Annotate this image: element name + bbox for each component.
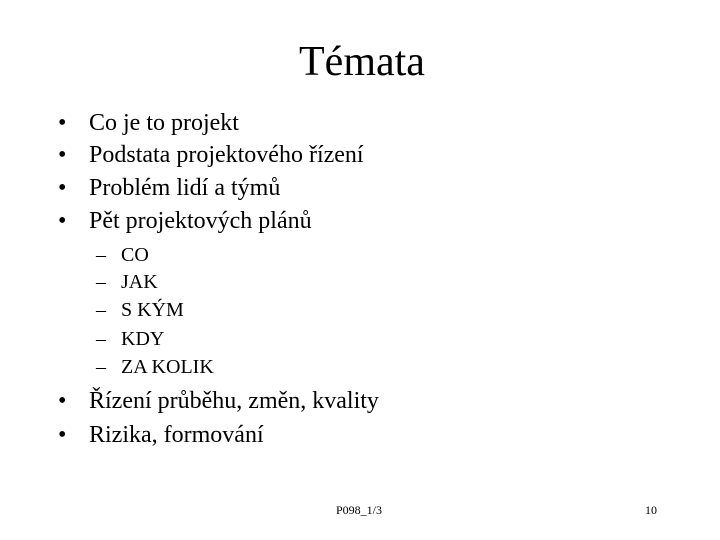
list-item-text: Rizika, formování — [89, 422, 264, 448]
list-item-text: Co je to projekt — [89, 110, 239, 136]
bullet-icon: • — [58, 175, 67, 201]
sub-list-item — [96, 298, 184, 322]
list-item-text: Řízení průběhu, změn, kvality — [89, 388, 379, 414]
dash-icon: – — [96, 271, 106, 293]
dash-icon: – — [96, 328, 106, 350]
sub-list-item-text: KDY — [121, 328, 165, 350]
list-item — [58, 109, 239, 137]
sub-list-item-text: CO — [121, 244, 149, 266]
sub-list-item-text: JAK — [121, 271, 158, 293]
slide-title: Témata — [299, 39, 425, 85]
bullet-icon: • — [58, 110, 67, 136]
list-item-text: Problém lidí a týmů — [89, 175, 281, 201]
sub-list-item — [96, 327, 165, 351]
sub-list-item — [96, 270, 158, 294]
dash-icon: – — [96, 244, 106, 266]
sub-list-item-text: S KÝM — [121, 299, 184, 321]
list-item — [58, 141, 364, 169]
bullet-icon: • — [58, 208, 67, 234]
list-item — [58, 387, 379, 415]
sub-list-item — [96, 355, 214, 379]
bullet-icon: • — [58, 388, 67, 414]
list-item — [58, 207, 312, 235]
sub-list-item-text: ZA KOLIK — [121, 356, 214, 378]
bullet-icon: • — [58, 142, 67, 168]
dash-icon: – — [96, 299, 106, 321]
list-item-text: Pět projektových plánů — [89, 208, 312, 234]
page-number: 10 — [645, 503, 657, 517]
footer-code: P098_1/3 — [336, 503, 383, 517]
sub-list-item — [96, 243, 149, 267]
list-item — [58, 174, 281, 202]
bullet-icon: • — [58, 422, 67, 448]
list-item-text: Podstata projektového řízení — [89, 142, 364, 168]
list-item — [58, 421, 264, 449]
dash-icon: – — [96, 356, 106, 378]
